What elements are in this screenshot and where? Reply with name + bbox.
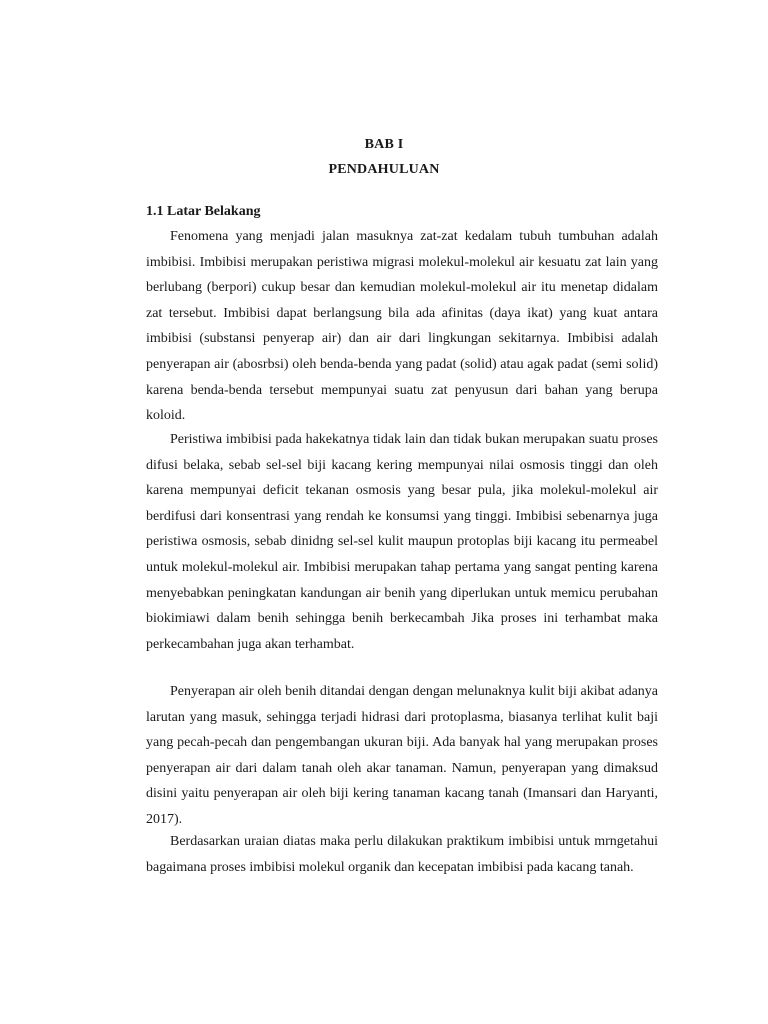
paragraph-4: Berdasarkan uraian diatas maka perlu dilakukan praktikum imbibisi untuk mrngetahui bagaimana proses imbibisi molekul organik dan kecepatan imbibisi pada kacang tanah. <box>146 834 658 875</box>
paragraph-1: Fenomena yang menjadi jalan masuknya zat-zat kedalam tubuh tumbuhan adalah imbibisi. Imbibisi merupakan peristiwa migrasi molekul-molekul air kesuatu zat lain yang berlubang (berpori) cukup besar dan kemudian molekul-molekul air itu menetap didalam zat tersebut. Imbibisi dapat berlangsung bila ada afinitas (daya ikat) yang kuat antara imbibisi (substansi penyerap air) dan air dari lingkungan sekitarnya. Imbibisi adalah penyerapan air (abosrbsi) oleh benda-benda yang padat (solid) atau agak padat (semi solid) karena benda-benda tersebut mempunyai suatu zat penyusun dari bahan yang berupa koloid. <box>146 229 658 424</box>
chapter-title: PENDAHULUAN <box>328 162 440 177</box>
section-title: 1.1 Latar Belakang <box>146 204 261 219</box>
paragraph-3: Penyerapan air oleh benih ditandai dengan dengan melunaknya kulit biji akibat adanya larutan yang masuk, sehingga terjadi hidrasi dari protoplasma, biasanya terlihat kulit baji yang pecah-pecah dan pengembangan ukuran biji. Ada banyak hal yang merupakan proses penyerapan air dari dalam tanah oleh akar tanaman. Namun, penyerapan yang dimaksud disini yaitu penyerapan air oleh biji kering tanaman kacang tanah (Imansari dan Haryanti, 2017). <box>146 684 658 827</box>
paragraph-2: Peristiwa imbibisi pada hakekatnya tidak lain dan tidak bukan merupakan suatu proses difusi belaka, sebab sel-sel biji kacang kering mempunyai nilai osmosis tinggi dan oleh karena mempunyai deficit tekanan osmosis yang besar pula, jika molekul-molekul air berdifusi dari konsentrasi yang rendah ke konsumsi yang tinggi. Imbibisi sebenarnya juga peristiwa osmosis, sebab dinidng sel-sel kulit maupun protoplas biji kacang itu permeabel untuk molekul-molekul air. Imbibisi merupakan tahap pertama yang sangat penting karena menyebabkan peningkatan kandungan air benih yang diperlukan untuk memicu perubahan biokimiawi dalam benih sehingga benih berkecambah Jika proses ini terhambat maka perkecambahan juga akan terhambat. <box>146 432 658 652</box>
chapter-number: BAB I <box>364 137 404 152</box>
